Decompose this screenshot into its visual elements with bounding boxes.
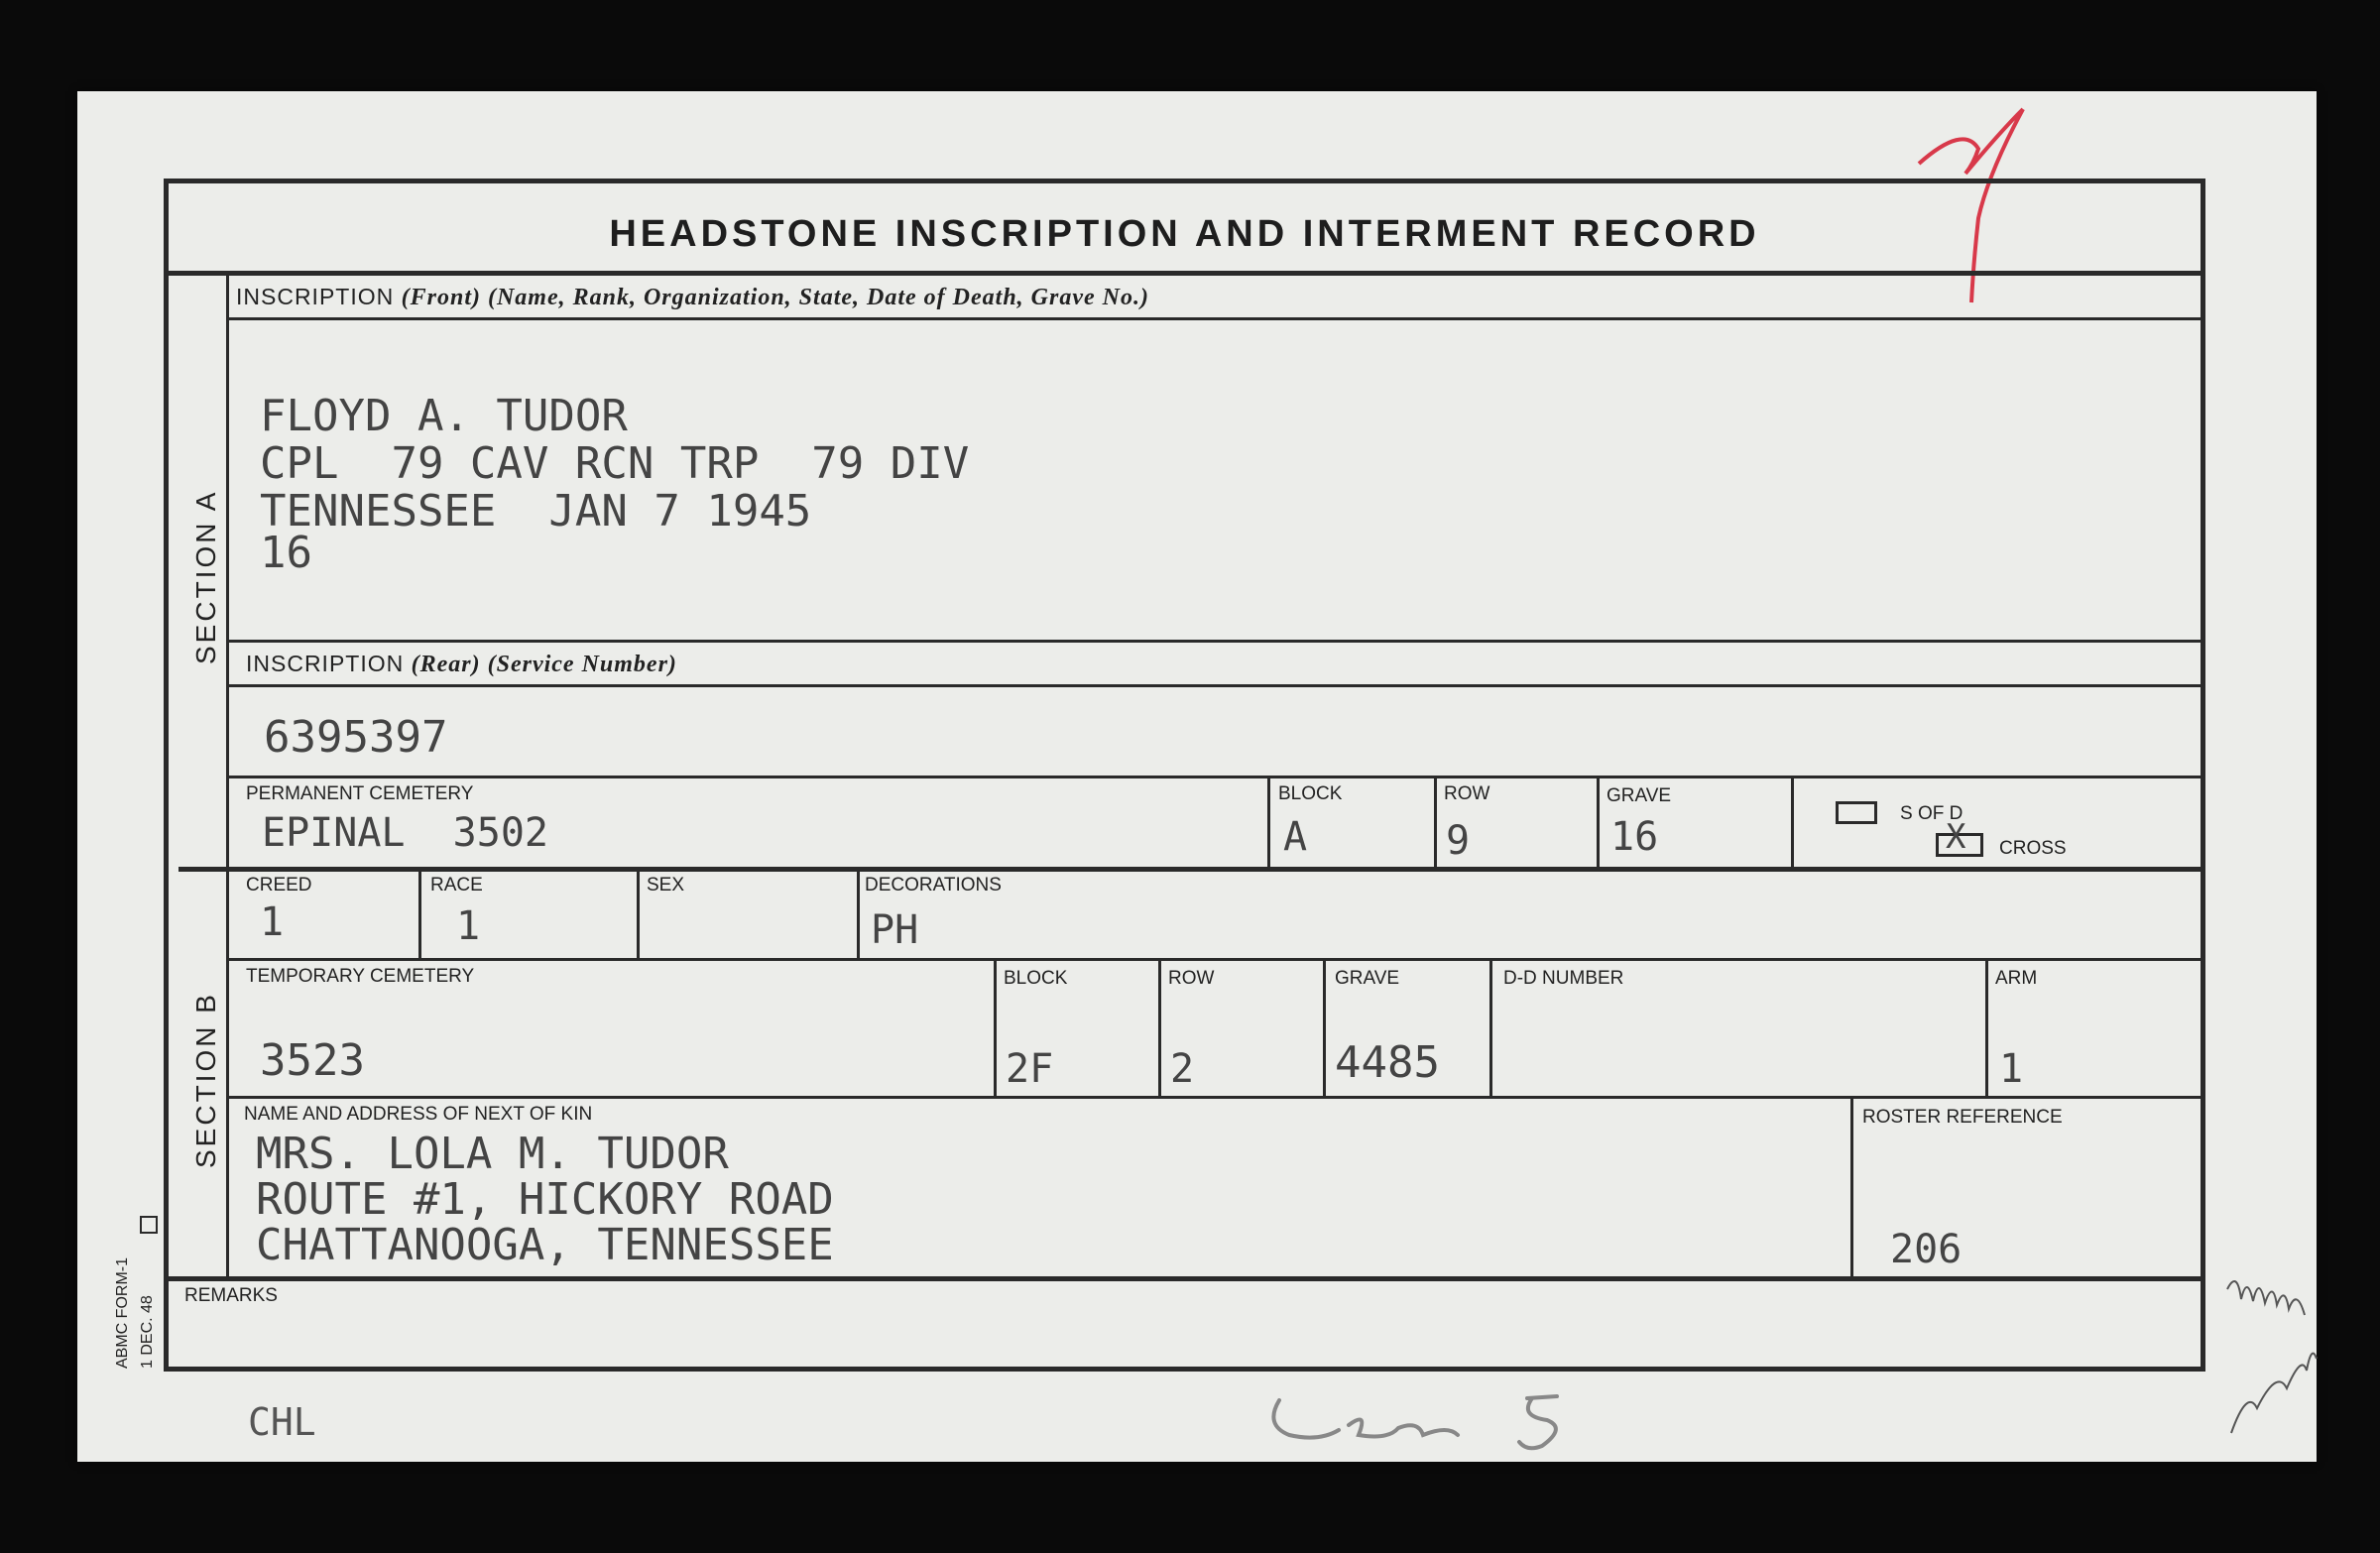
form-number: ABMC FORM-1 (114, 1257, 131, 1369)
creed-label: CREED (246, 875, 312, 896)
sofd-checkbox[interactable] (1836, 801, 1877, 824)
permanent-row-value: 9 (1446, 818, 1471, 864)
next-of-kin-line-1: MRS. LOLA M. TUDOR (256, 1129, 729, 1179)
inscription-line-1: FLOYD A. TUDOR (260, 391, 628, 441)
permanent-grave-label: GRAVE (1606, 785, 1672, 806)
permanent-row-label: ROW (1444, 783, 1490, 804)
temporary-cemetery-label: TEMPORARY CEMETERY (246, 966, 475, 987)
divider (1850, 1096, 1853, 1276)
permanent-grave-value: 16 (1610, 814, 1659, 860)
divider (637, 867, 640, 958)
divider (1158, 958, 1161, 1096)
form-date: 1 DEC. 48 (139, 1295, 156, 1369)
inscription-front-label: INSCRIPTION (Front) (Name, Rank, Organization, State, Date of Death, Grave No.) (236, 284, 1149, 310)
divider (1985, 958, 1988, 1096)
dd-number-label: D-D NUMBER (1503, 968, 1624, 989)
sofd-label: S OF D (1900, 803, 1964, 824)
temporary-cemetery-value: 3523 (260, 1035, 365, 1086)
divider (994, 958, 997, 1096)
divider (857, 867, 860, 958)
divider (418, 867, 421, 958)
sex-label: SEX (647, 875, 685, 896)
inscription-rear-label: INSCRIPTION (Rear) (Service Number) (246, 651, 677, 677)
divider (228, 684, 2205, 687)
divider (228, 1096, 2205, 1099)
roster-reference-label: ROSTER REFERENCE (1862, 1107, 2063, 1128)
divider (1434, 776, 1437, 867)
temporary-grave-value: 4485 (1335, 1037, 1440, 1088)
temporary-row-label: ROW (1168, 968, 1215, 989)
remarks-label: REMARKS (184, 1285, 278, 1306)
divider (228, 776, 2205, 778)
inscription-line-4: 16 (260, 528, 312, 578)
section-column-divider (226, 271, 229, 1276)
divider (228, 640, 2205, 643)
temporary-row-value: 2 (1170, 1046, 1195, 1092)
decorations-label: DECORATIONS (865, 875, 1002, 896)
arm-value: 1 (1999, 1046, 2024, 1092)
permanent-cemetery-value: EPINAL 3502 (262, 810, 548, 856)
next-of-kin-line-3: CHATTANOOGA, TENNESSEE (256, 1220, 834, 1270)
divider (1323, 958, 1326, 1096)
inscription-line-3: TENNESSEE JAN 7 1945 (260, 486, 812, 537)
cross-mark: X (1946, 817, 1966, 857)
handwritten-scribble (1259, 1380, 1597, 1460)
inscription-line-2: CPL 79 CAV RCN TRP 79 DIV (260, 438, 970, 489)
divider (1597, 776, 1600, 867)
service-number: 6395397 (264, 712, 448, 763)
divider (1791, 776, 1794, 867)
creed-value: 1 (260, 899, 285, 945)
section-divider (178, 867, 2205, 872)
title-divider (164, 271, 2205, 276)
divider (1267, 776, 1270, 867)
form-checkbox (140, 1216, 158, 1234)
section-a-label: SECTION A (190, 489, 221, 664)
permanent-block-value: A (1283, 814, 1308, 860)
divider (228, 958, 2205, 961)
clerk-initials: CHL (248, 1400, 316, 1444)
temporary-block-label: BLOCK (1004, 968, 1068, 989)
section-b-label: SECTION B (190, 992, 221, 1168)
decorations-value: PH (871, 907, 919, 953)
next-of-kin-label: NAME AND ADDRESS OF NEXT OF KIN (244, 1104, 593, 1125)
divider (1489, 958, 1492, 1096)
temporary-block-value: 2F (1006, 1046, 1054, 1092)
cross-label: CROSS (1999, 838, 2067, 859)
race-value: 1 (456, 903, 481, 949)
form-title: HEADSTONE INSCRIPTION AND INTERMENT RECORD (609, 213, 1760, 255)
margin-scribble (2217, 1259, 2326, 1438)
roster-reference-value: 206 (1890, 1227, 1963, 1272)
arm-label: ARM (1995, 968, 2038, 989)
race-label: RACE (430, 875, 483, 896)
permanent-block-label: BLOCK (1278, 783, 1343, 804)
next-of-kin-line-2: ROUTE #1, HICKORY ROAD (256, 1174, 834, 1225)
divider (228, 317, 2205, 320)
temporary-grave-label: GRAVE (1335, 968, 1400, 989)
permanent-cemetery-label: PERMANENT CEMETERY (246, 783, 474, 804)
remarks-divider (164, 1276, 2205, 1281)
